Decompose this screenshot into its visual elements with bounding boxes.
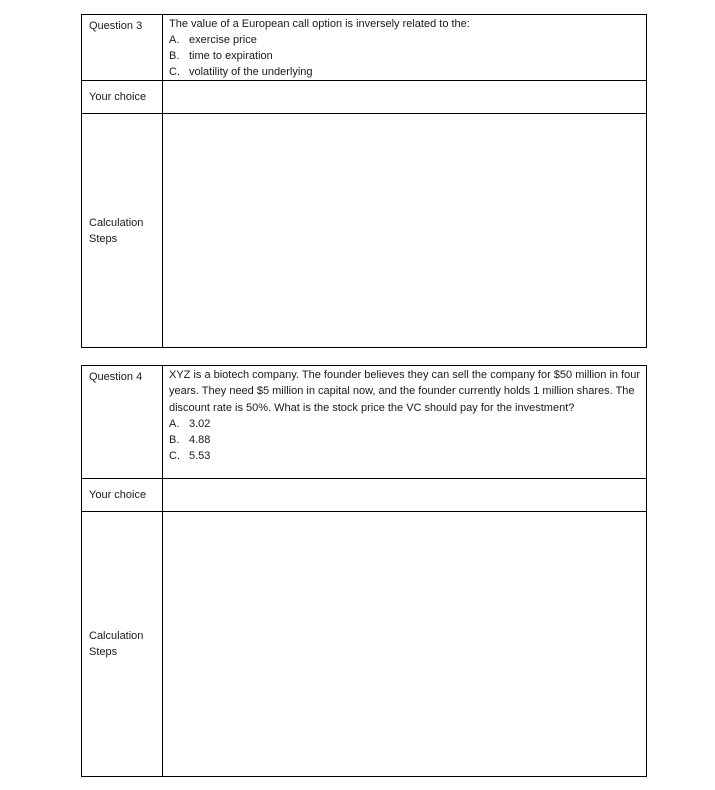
choice-label-cell xyxy=(82,81,163,114)
calculation-input-cell[interactable] xyxy=(163,114,647,348)
calculation-row xyxy=(82,512,647,777)
question-number-cell xyxy=(82,15,163,81)
option-text: time to expiration xyxy=(189,50,273,63)
option-letter: A. xyxy=(169,34,180,47)
calculation-label-line1: Calculation xyxy=(89,216,144,229)
calculation-label-cell xyxy=(82,114,163,348)
option-b[interactable] xyxy=(169,48,640,64)
option-text: 3.02 xyxy=(189,417,211,430)
question-text: The value of a European call option is inversely related to the: xyxy=(169,18,470,30)
question-row xyxy=(82,15,647,81)
options-list xyxy=(169,416,640,464)
question-text: XYZ is a biotech company. The founder believes they can sell the company for $50 million in four years. They need $5 million in capital now, and the founder currently holds 1 million shares. The discount rate is 50%. What is the stock price the VC should pay for the investment? xyxy=(169,369,641,414)
question-3-table xyxy=(81,14,647,348)
calculation-input-cell[interactable] xyxy=(163,512,647,777)
choice-label-cell xyxy=(82,479,163,512)
option-text: 5.53 xyxy=(189,449,211,462)
calculation-label-line1: Calculation xyxy=(89,630,144,642)
option-c[interactable] xyxy=(169,64,640,80)
question-content-cell xyxy=(163,366,647,479)
option-b[interactable] xyxy=(169,432,640,448)
option-letter: C. xyxy=(169,449,180,462)
option-c[interactable] xyxy=(169,448,640,464)
question-number-cell xyxy=(82,366,163,479)
question-4-table xyxy=(81,365,647,777)
options-list xyxy=(169,32,640,80)
choice-input-cell[interactable] xyxy=(163,81,647,114)
option-a[interactable] xyxy=(169,416,640,432)
choice-row xyxy=(82,81,647,114)
option-letter: B. xyxy=(169,433,180,446)
calculation-row xyxy=(82,114,647,348)
choice-row xyxy=(82,479,647,512)
option-letter: B. xyxy=(169,50,180,63)
calculation-label-cell xyxy=(82,512,163,777)
calculation-label-line2: Steps xyxy=(89,646,118,658)
choice-input-cell[interactable] xyxy=(163,479,647,512)
option-text: volatility of the underlying xyxy=(189,66,313,79)
question-content-cell xyxy=(163,15,647,81)
choice-label: Your choice xyxy=(89,91,147,104)
question-number-label: Question 4 xyxy=(89,371,143,383)
choice-label: Your choice xyxy=(89,489,147,501)
option-a[interactable] xyxy=(169,32,640,48)
question-row xyxy=(82,366,647,479)
option-letter: C. xyxy=(169,66,180,79)
option-text: exercise price xyxy=(189,34,257,47)
calculation-label-line2: Steps xyxy=(89,232,118,245)
question-number-label: Question 3 xyxy=(89,20,143,32)
option-letter: A. xyxy=(169,417,180,430)
option-text: 4.88 xyxy=(189,433,211,446)
